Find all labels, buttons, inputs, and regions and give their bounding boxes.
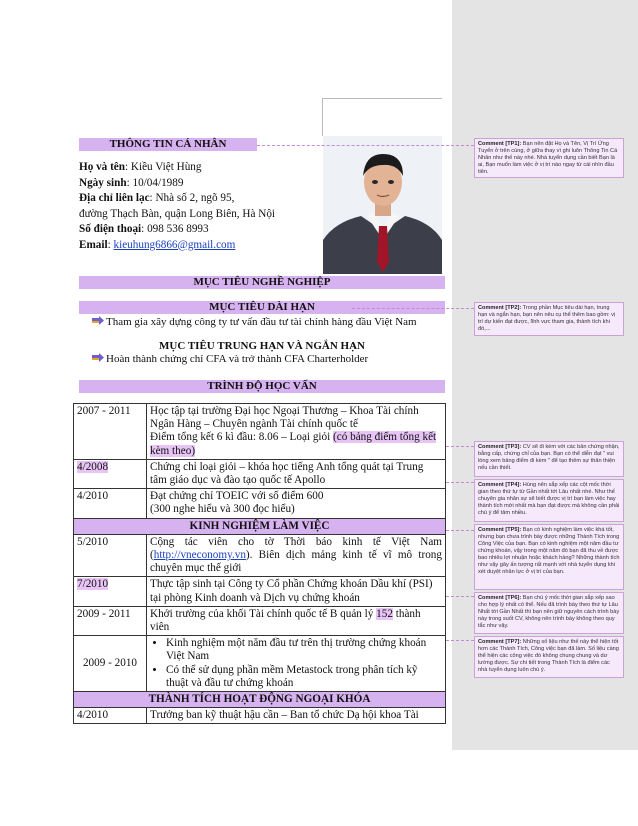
vneconomy-link[interactable]: http://vneconomy.vn (153, 549, 246, 562)
table-row (74, 459, 446, 488)
section-mid-short-term: MỤC TIÊU TRUNG HẠN VÀ NGẮN HẠN (159, 340, 365, 352)
table-row (74, 534, 446, 577)
row-content: Đạt chứng chỉ TOEIC với số điểm 600 (300 nghe hiểu và 300 đọc hiểu) (147, 489, 446, 518)
table-row (74, 489, 446, 518)
list-item: • Kinh nghiệm một năm đầu tư trên thị trường chứng khoán Việt Nam (166, 637, 442, 663)
row-date: 2007 - 2011 (74, 404, 147, 460)
row-date: 2009 - 2011 (74, 606, 147, 635)
arrow-bullet-icon (92, 352, 106, 366)
section-career-goal: MỤC TIÊU NGHỀ NGHIỆP (79, 276, 445, 289)
section-experience: KINH NGHIỆM LÀM VIỆC (74, 518, 446, 534)
comment-tp1[interactable]: Comment [TP1]: Bạn nên đặt Họ và Tên, Vị Trí Ứng Tuyển ở trên cùng, ở giữa thay vì ghi luôn Thông Tin Cá Nhân như thế này nhé. Nhà tuyển dụng cần biết Bạn là ai, Bạn muốn làm việc ở vị trí nào ngay từ cái nhìn đầu tiên. (474, 138, 624, 178)
comment-connector (446, 596, 474, 597)
table-row (74, 606, 446, 635)
comment-connector (352, 308, 474, 309)
row-date: 4/2008 (74, 459, 147, 488)
comment-tp2[interactable]: Comment [TP2]: Trong phần Mục tiêu dài hạn, trung hạn và ngắn hạn, bạn nên nêu cụ thể thêm bao gồm: vị trí dự kiến đạt được, lĩnh vực tham gia, thành tích khi đó,... (474, 302, 624, 336)
profile-photo (323, 136, 442, 274)
comment-connector (446, 482, 474, 483)
table-row (74, 518, 446, 534)
address-line-2: đường Thạch Bàn, quận Long Biên, Hà Nội (79, 207, 276, 220)
row-content: Khởi trường của khối Tài chính quốc tế B quản lý 152 thành viên (147, 606, 446, 635)
arrow-bullet-icon (92, 315, 106, 329)
margin-blank (452, 750, 638, 826)
table-row (74, 404, 446, 460)
comment-connector (446, 530, 474, 531)
comment-connector (446, 446, 474, 447)
row-content: Thực tập sinh tại Công ty Cổ phần Chứng khoán Dầu khí (PSI) tại phòng Kinh doanh và Dịch vụ chứng khoán (147, 577, 446, 606)
list-item: • Có thể sử dụng phần mềm Metastock trong phân tích kỹ thuật và đầu tư chứng khoán (166, 664, 442, 690)
personal-info-block (79, 160, 319, 253)
row-content: Học tập tại trường Đại học Ngoại Thương – Khoa Tài chính Ngân Hàng – Chuyên ngành Tài chính quốc tế Điểm tổng kết 6 kì đầu: 8.06 – Loại giỏi (có bảng điểm tổng kết kèm theo) (147, 404, 446, 460)
table-row (74, 692, 446, 708)
address-line: Địa chỉ liên lạc: Nhà số 2, ngõ 95, (79, 192, 235, 204)
row-date: 4/2010 (74, 708, 147, 724)
person-photo-icon (323, 136, 442, 274)
row-date: 5/2010 (74, 534, 147, 577)
long-term-item: Tham gia xây dựng công ty tư vấn đầu tư tài chính hàng đầu Việt Nam (92, 315, 442, 329)
dob-line: Ngày sinh: 10/04/1989 (79, 176, 184, 189)
short-term-item: Hoàn thành chứng chỉ CFA và trở thành CFA Charterholder (92, 352, 442, 366)
comment-connector (446, 640, 474, 641)
table-row (74, 636, 446, 692)
section-personal-info: THÔNG TIN CÁ NHÂN (79, 138, 257, 151)
page-frame-left (322, 98, 323, 136)
email-line: Email: kieuhung6866@gmail.com (79, 238, 236, 251)
email-link[interactable]: kieuhung6866@gmail.com (113, 238, 236, 251)
comment-tp6[interactable]: Comment [TP6]: Bạn chú ý mốc thời gian sắp xếp sao cho hợp lý nhất có thể. Nếu đã trình bày theo thứ tự Lâu Nhất tới Gần Nhất thì bạn nên giữ nguyên cách trình bày này trong suốt CV, không nên trình bày không theo quy tắc như vậy. (474, 592, 624, 634)
comment-tp5[interactable]: Comment [TP5]: Bạn có kinh nghiệm làm việc khá tốt, nhưng bạn chưa trình bày được những Thành Tích trong Công Việc của bạn. Bạn có kinh nghiệm một năm đầu tư chứng khoán, vậy trong một năm đó bạn đã thu về được bao nhiêu lợi nhuận hoặc khách hàng? Những thành tích như vậy gây ấn tượng rất mạnh với nhà tuyển dụng khi xét duyệt nhân lực ở vị trí của bạn. (474, 524, 624, 590)
phone-line: Số điện thoại: 098 536 8993 (79, 223, 209, 235)
comment-tp4[interactable]: Comment [TP4]: Hùng nên sắp xếp các cột mốc thời gian theo thứ tự từ Gần nhất tới Lâu nhất nhé. Như thế chuyên gia nhân sự sẽ biết được vị trí bạn làm việc hay thành tích mới nhất mà bạn đạt được mà không cần phải chú ý để tâm nhiều. (474, 479, 624, 522)
cv-table (73, 403, 446, 724)
row-date: 7/2010 (74, 577, 147, 606)
row-content: Chứng chỉ loại giỏi – khóa học tiếng Anh tổng quát tại Trung tâm giáo dục và đào tạo quốc tế Apollo (147, 459, 446, 488)
row-content: Trưởng ban kỹ thuật hậu cần – Ban tổ chức Dạ hội khoa Tài (147, 708, 446, 724)
comment-tp7[interactable]: Comment [TP7]: Những số liệu như thế này thể hiện tốt hơn các Thành Tích, Công việc bạn đã làm. Số liệu càng thể hiện các công việc đó không chung chung và dư lường được. Sự chi tiết trong Thành Tích là điểm các nhà tuyển dụng luôn chú ý. (474, 636, 624, 678)
section-long-term: MỤC TIÊU DÀI HẠN (79, 301, 445, 314)
comment-tp3[interactable]: Comment [TP3]: CV sẽ đi kèm với các bản chứng nhận, bằng cấp, chứng chỉ của bạn. Bạn có thể diễn đạt " vui lòng xem bảng điểm đi kèm " để tạo thêm sự thân thiện nếu cần thiết. (474, 441, 624, 477)
section-activities: THÀNH TÍCH HOẠT ĐỘNG NGOẠI KHÓA (74, 692, 446, 708)
row-content (147, 636, 446, 692)
row-content: Cộng tác viên cho tờ Thời báo kinh tế Việt Nam (http://vneconomy.vn). Biên dịch mảng kinh tế vĩ mô trong chuyên mục thế giới (147, 534, 446, 577)
comment-connector (257, 145, 474, 146)
row-date: 2009 - 2010 (74, 636, 147, 692)
section-education: TRÌNH ĐỘ HỌC VẤN (79, 380, 445, 393)
page-frame-top (322, 98, 442, 99)
name-line: Họ và tên: Kiều Việt Hùng (79, 161, 202, 173)
row-date: 4/2010 (74, 489, 147, 518)
table-row (74, 708, 446, 724)
table-row (74, 577, 446, 606)
